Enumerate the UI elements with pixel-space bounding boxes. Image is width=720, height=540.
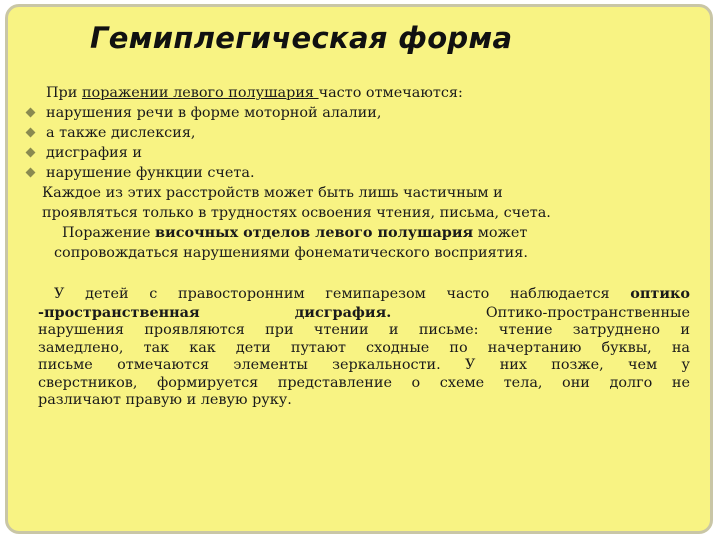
paragraph1-line2: проявляться только в трудностях освоения чтения, письма, счета. (42, 205, 551, 221)
slide-content (24, 83, 692, 410)
diamond-bullet-icon (26, 168, 36, 178)
paragraph3-line1-text: У детей с правосторонним гемипарезом часто наблюдается (54, 286, 631, 302)
intro-prefix: При (46, 85, 82, 101)
list-item (24, 103, 692, 123)
paragraph3-line5: письме отмечаются элементы зеркальности. У них позже, чем у (38, 357, 690, 373)
intro-emphasis: поражении левого полушария (81, 85, 319, 101)
paragraph3-line7: различают правую и левую руку. (38, 392, 292, 408)
spacer (24, 263, 692, 285)
slide (5, 4, 713, 534)
list-item-text: дисграфия и (46, 145, 142, 161)
paragraph3-line6: сверстников, формируется представление о схеме тела, они долго не (38, 374, 690, 391)
paragraph2-suffix: может (473, 225, 528, 241)
intro-line (24, 83, 692, 103)
paragraph1-line1: Каждое из этих расстройств может быть лишь частичным и (42, 185, 503, 201)
intro-suffix: часто отмечаются: (318, 85, 463, 101)
paragraph3-line1 (38, 285, 690, 304)
slide-title: Гемиплегическая форма (90, 21, 513, 55)
bullet-list (24, 103, 692, 183)
paragraph2-line1 (24, 223, 692, 243)
paragraph3-line2-text: Оптико-пространственные (391, 304, 691, 321)
paragraph2-emphasis: височных отделов левого полушария (155, 224, 474, 241)
diamond-bullet-icon (26, 148, 36, 158)
paragraph2-prefix: Поражение (62, 225, 156, 241)
diamond-bullet-icon (26, 128, 36, 138)
paragraph3-line4: замедлено, так как дети путают сходные по начертанию буквы, на (38, 339, 690, 356)
paragraph3-line3: нарушения проявляются при чтении и письме: чтение затруднено и (38, 322, 690, 338)
diamond-bullet-icon (26, 108, 36, 118)
paragraph3-line1-bold: оптико (630, 285, 690, 302)
list-item (24, 123, 692, 143)
list-item-text: нарушения речи в форме моторной алалии, (46, 105, 382, 121)
paragraph2-line2: сопровождаться нарушениями фонематического восприятия. (54, 245, 528, 261)
list-item (24, 163, 692, 183)
paragraph3-line2-bold: -пространственная дисграфия. (38, 303, 392, 321)
list-item-text: а также дислексия, (46, 125, 196, 141)
list-item-text: нарушение функции счета. (46, 165, 255, 181)
paragraph3-line2 (38, 304, 690, 323)
paragraph3 (24, 285, 690, 410)
list-item (24, 143, 692, 163)
